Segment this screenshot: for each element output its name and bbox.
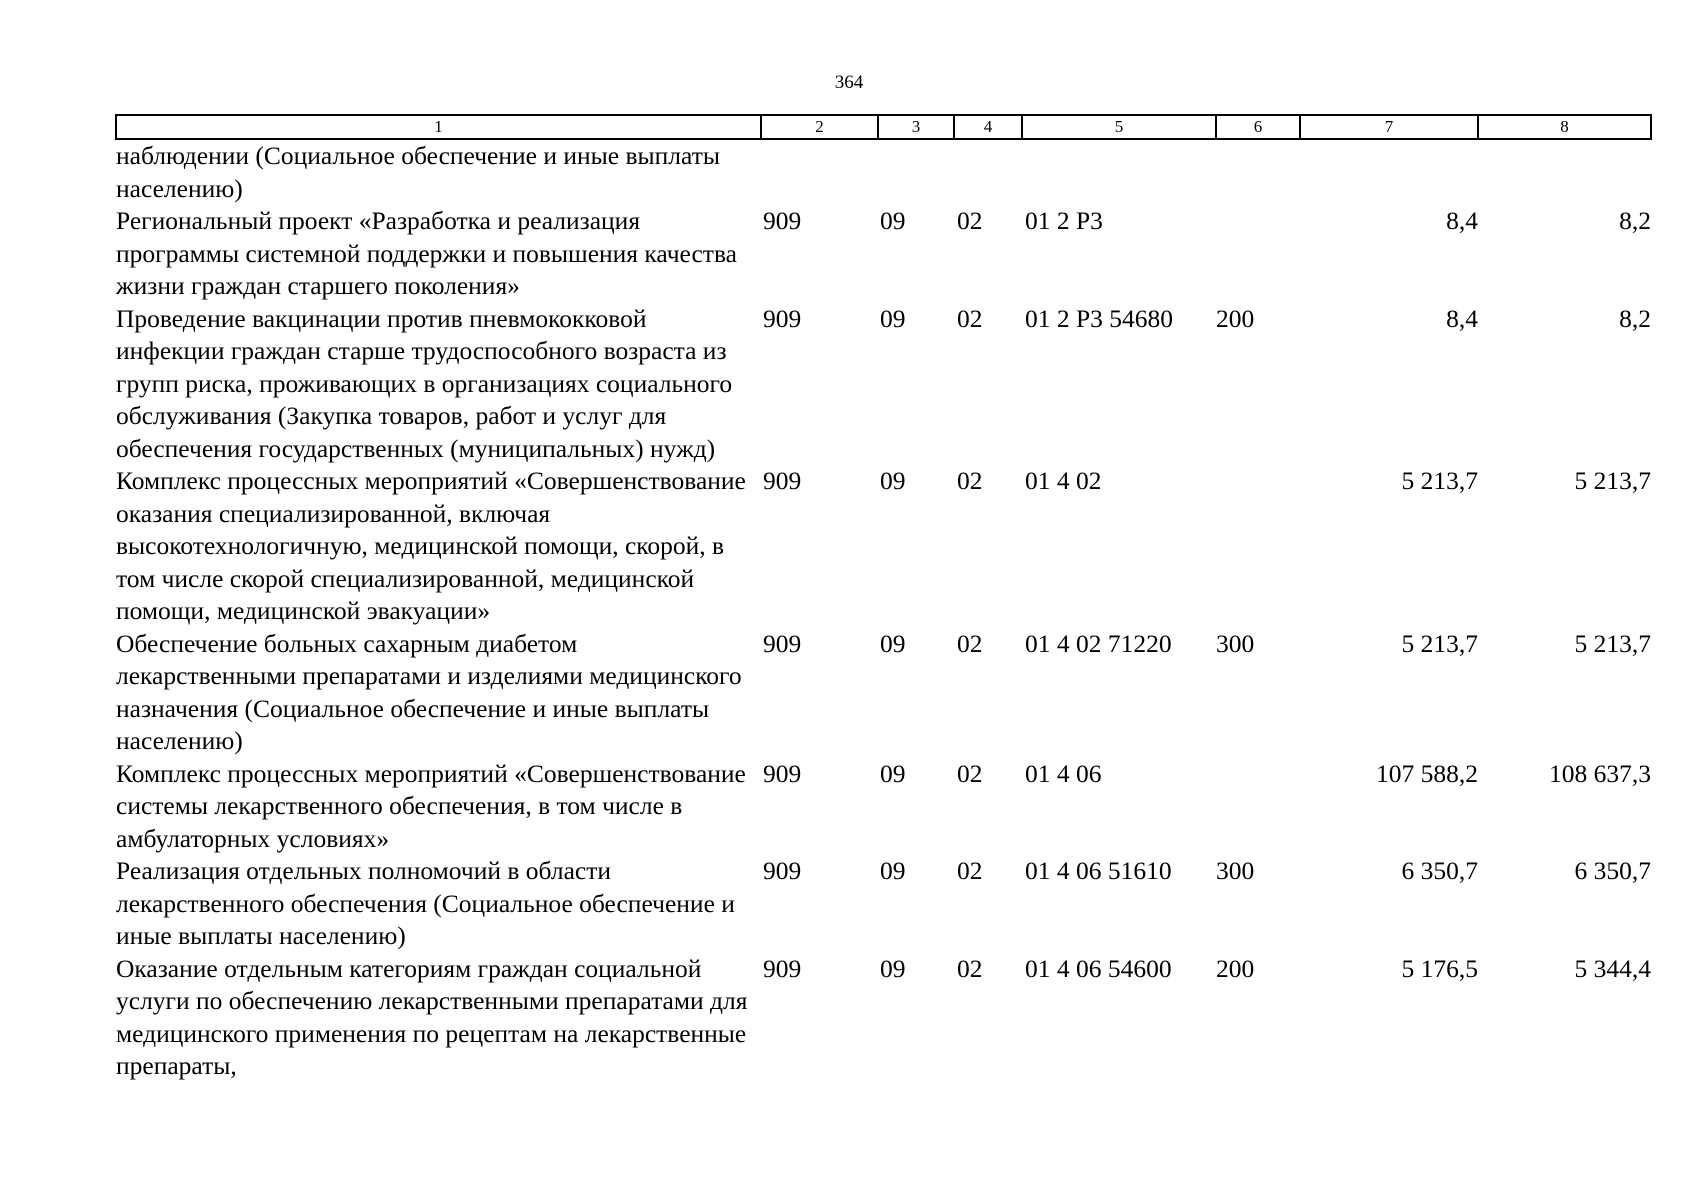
row-col-4: 02 <box>957 758 983 788</box>
row-col-2: 909 <box>763 856 802 885</box>
row-col-3: 09 <box>880 953 906 983</box>
row-col-5 <box>1022 139 1216 205</box>
header-col-6: 6 <box>1216 115 1300 139</box>
row-col-8: 6 350,7 <box>1574 856 1651 885</box>
row-col-2: 909 <box>763 303 802 333</box>
header-col-2: 2 <box>761 115 878 139</box>
row-col-4: 02 <box>957 628 983 658</box>
row-name: наблюдении (Социальное обеспечение и иные выплаты населению) <box>116 141 720 203</box>
table-row <box>116 855 1651 953</box>
row-col-2: 909 <box>763 953 802 983</box>
row-col-5: 01 4 06 54600 <box>1025 953 1172 983</box>
row-col-4: 02 <box>957 466 983 495</box>
row-col-6: 200 <box>1216 303 1255 333</box>
table-row <box>116 139 1651 205</box>
row-col-4: 02 <box>957 303 983 333</box>
row-col-5: 01 4 06 51610 <box>1025 856 1172 885</box>
row-col-7: 8,4 <box>1446 303 1478 333</box>
header-col-5: 5 <box>1022 115 1216 139</box>
row-name: Региональный проект «Разработка и реализация программы системной поддержки и повышения качества жизни граждан старшего поколения» <box>116 206 737 300</box>
row-col-7: 5 176,5 <box>1401 953 1478 983</box>
row-name: Комплекс процессных мероприятий «Совершенствование оказания специализированной, включая высокотехнологичную, медицинской помощи, скорой, в том числе скорой специализированной, медицинской помощи, медицинской эвакуации» <box>116 466 746 625</box>
row-col-6: 200 <box>1216 953 1255 983</box>
row-col-8: 8,2 <box>1619 206 1651 235</box>
table-row <box>116 758 1651 856</box>
row-col-5: 01 4 02 <box>1025 466 1102 495</box>
row-col-7 <box>1300 139 1478 205</box>
header-col-3: 3 <box>878 115 954 139</box>
row-col-8: 8,2 <box>1619 303 1651 333</box>
row-col-2 <box>761 139 878 205</box>
budget-table <box>115 114 1652 1083</box>
row-col-5: 01 2 P3 54680 <box>1025 303 1174 333</box>
row-col-5: 01 2 P3 <box>1025 206 1103 235</box>
table-row <box>116 465 1651 628</box>
row-col-7: 107 588,2 <box>1376 758 1478 788</box>
row-col-2: 909 <box>763 466 802 495</box>
row-col-4: 02 <box>957 953 983 983</box>
row-name: Проведение вакцинации против пневмококковой инфекции граждан старше трудоспособного возраста из групп риска, проживающих в организациях социального обслуживания (Закупка товаров, работ и услуг для обеспечения государственных (муниципальных) нужд) <box>116 303 733 463</box>
row-col-4 <box>954 139 1022 205</box>
row-col-3 <box>878 139 954 205</box>
page-number: 364 <box>834 72 864 93</box>
row-col-7: 6 350,7 <box>1401 856 1478 885</box>
row-col-3: 09 <box>880 206 906 235</box>
row-col-7: 8,4 <box>1446 206 1478 235</box>
row-col-3: 09 <box>880 466 906 495</box>
table-header <box>116 115 1651 139</box>
row-col-8: 5 344,4 <box>1574 953 1651 983</box>
row-col-6 <box>1216 139 1300 205</box>
row-col-3: 09 <box>880 628 906 658</box>
row-name: Комплекс процессных мероприятий «Совершенствование системы лекарственного обеспечения, в том числе в амбулаторных условиях» <box>116 758 746 853</box>
row-col-2: 909 <box>763 758 802 788</box>
row-col-8: 5 213,7 <box>1574 628 1651 658</box>
row-col-6: 300 <box>1216 856 1255 885</box>
row-col-2: 909 <box>763 628 802 658</box>
row-col-8: 5 213,7 <box>1574 466 1651 495</box>
row-col-5: 01 4 02 71220 <box>1025 628 1172 658</box>
row-col-3: 09 <box>880 856 906 885</box>
row-col-8 <box>1478 139 1651 205</box>
table-row <box>116 303 1651 466</box>
row-col-7: 5 213,7 <box>1401 628 1478 658</box>
table-row <box>116 628 1651 758</box>
row-name: Оказание отдельным категориям граждан социальной услуги по обеспечению лекарственными препаратами для медицинского применения по рецептам на лекарственные препараты, <box>116 953 748 1080</box>
row-col-3: 09 <box>880 758 906 788</box>
table-row <box>116 205 1651 303</box>
row-col-8: 108 637,3 <box>1549 758 1651 788</box>
row-col-6: 300 <box>1216 628 1255 658</box>
header-col-1: 1 <box>116 115 761 139</box>
header-col-4: 4 <box>954 115 1022 139</box>
header-col-7: 7 <box>1300 115 1478 139</box>
row-col-6 <box>1216 758 1300 856</box>
row-name: Реализация отдельных полномочий в области лекарственного обеспечения (Социальное обеспечение и иные выплаты населению) <box>116 856 735 950</box>
table-row <box>116 953 1651 1083</box>
row-col-4: 02 <box>957 856 983 885</box>
row-col-4: 02 <box>957 206 983 235</box>
row-col-2: 909 <box>763 206 802 235</box>
row-col-5: 01 4 06 <box>1025 758 1102 788</box>
row-col-6 <box>1216 205 1300 303</box>
row-col-7: 5 213,7 <box>1401 466 1478 495</box>
header-col-8: 8 <box>1478 115 1651 139</box>
row-name: Обеспечение больных сахарным диабетом лекарственными препаратами и изделиями медицинского назначения (Социальное обеспечение и иные выплаты населению) <box>116 628 742 755</box>
header-row <box>116 115 1651 139</box>
row-col-6 <box>1216 465 1300 628</box>
table-body <box>116 139 1651 1083</box>
row-col-3: 09 <box>880 303 906 333</box>
